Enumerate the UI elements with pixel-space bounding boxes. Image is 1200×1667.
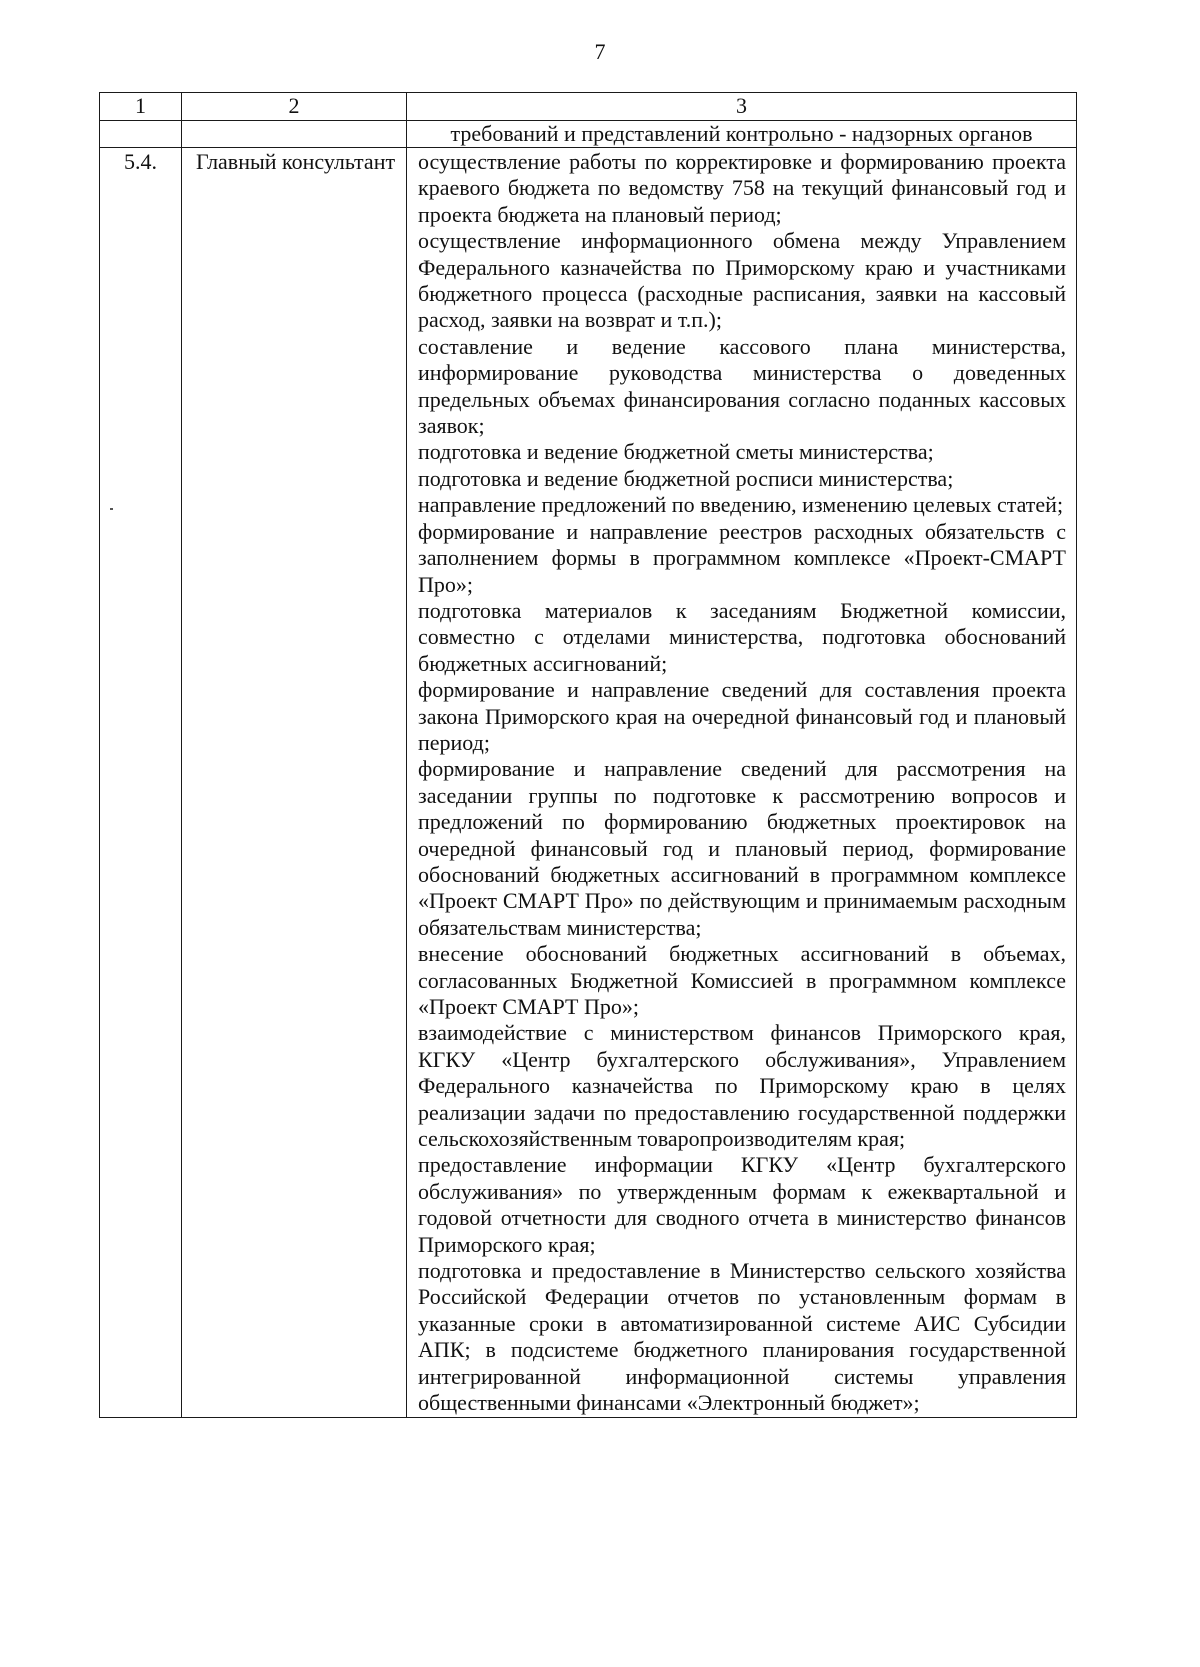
- duty-text: подготовка материалов к заседаниям Бюджетной комиссии, совместно с отделами министерства, подготовка обоснований бюджетных ассигнований;: [418, 597, 1066, 676]
- duty-text: формирование и направление сведений для рассмотрения на заседании группы по подготовке к рассмотрению вопросов и предложений по формированию бюджетных проектировок на очередной финансовый год и плановый период, формирование обоснований бюджетных ассигнований в программном комплексе «Проект СМАРТ Про» по действующим и принимаемым расходным обязательствам министерства;: [418, 756, 1066, 940]
- duty-text: взаимодействие с министерством финансов Приморского края, КГКУ «Центр бухгалтерского обслуживания», Управлением Федерального казначейства по Приморскому краю в целях реализации задачи по предоставлению государственной поддержки сельскохозяйственным товаропроизводителям края;: [418, 1020, 1066, 1152]
- duty-item: [418, 1152, 1066, 1258]
- duty-item: [418, 1020, 1066, 1152]
- duty-item: [418, 941, 1066, 1020]
- duty-text: составление и ведение кассового плана министерства, информирование руководства министерства о доведенных предельных объемах финансирования согласно поданных кассовых заявок;: [418, 333, 1066, 439]
- continuation-empty-cell-1: [100, 121, 182, 148]
- continuation-empty-cell-2: [182, 121, 407, 148]
- column-header-3: 3: [407, 93, 1077, 121]
- duty-item: [418, 598, 1066, 677]
- duty-text: предоставление информации КГКУ «Центр бухгалтерского обслуживания» по утвержденным формам к ежеквартальной и годовой отчетности для сводного отчета в министерство финансов Приморского края;: [418, 1152, 1066, 1257]
- duty-item: [418, 334, 1066, 440]
- duty-text: формирование и направление сведений для составления проекта закона Приморского края на очередной финансовый год и плановый период;: [418, 677, 1066, 755]
- duty-item: [418, 492, 1066, 518]
- duty-item: [418, 677, 1066, 756]
- duty-item: [418, 466, 1066, 492]
- position-title: Главный консультант: [182, 148, 407, 1418]
- row-number: 5.4.: [100, 148, 182, 1418]
- scan-speck: [110, 508, 113, 510]
- duty-text: подготовка и предоставление в Министерство сельского хозяйства Российской Федерации отчетов по установленным формам в указанные сроки в автоматизированной системе АИС Субсидии АПК; в подсистеме бюджетного планирования государственной интегрированной информационной системы управления общественными финансами «Электронный бюджет»;: [418, 1258, 1066, 1416]
- continuation-text: требований и представлений контрольно - надзорных органов: [407, 121, 1077, 148]
- duty-text: подготовка и ведение бюджетной сметы министерства;: [418, 439, 934, 465]
- duty-item: [418, 439, 1066, 465]
- duty-item: [418, 1258, 1066, 1416]
- duty-text: осуществление информационного обмена между Управлением Федерального казначейства по Приморскому краю и участниками бюджетного процесса (расходные расписания, заявки на кассовый расход, заявки на возврат и т.п.);: [418, 228, 1066, 333]
- table-row: [100, 148, 1077, 1418]
- duty-text: формирование и направление реестров расходных обязательств с заполнением формы в программном комплексе «Проект-СМАРТ Про»;: [418, 518, 1066, 597]
- duty-item: [418, 756, 1066, 941]
- duty-text: внесение обоснований бюджетных ассигнований в объемах, согласованных Бюджетной Комиссией в программном комплексе «Проект СМАРТ Про»;: [418, 941, 1066, 1019]
- column-header-2: 2: [182, 93, 407, 121]
- duty-item: [418, 519, 1066, 598]
- duties-table: [99, 92, 1077, 1418]
- table-header-row: [100, 93, 1077, 121]
- duty-text: подготовка и ведение бюджетной росписи министерства;: [418, 465, 954, 491]
- duties-cell: [407, 148, 1077, 1418]
- duty-text: осуществление работы по корректировке и формированию проекта краевого бюджета по ведомству 758 на текущий финансовый год и проекта бюджета на плановый период;: [418, 149, 1066, 227]
- page-number: 7: [594, 39, 606, 64]
- duty-text: направление предложений по введению, изменению целевых статей;: [418, 492, 1064, 518]
- duty-item: [418, 149, 1066, 228]
- continuation-row: [100, 121, 1077, 148]
- duty-item: [418, 228, 1066, 334]
- column-header-1: 1: [100, 93, 182, 121]
